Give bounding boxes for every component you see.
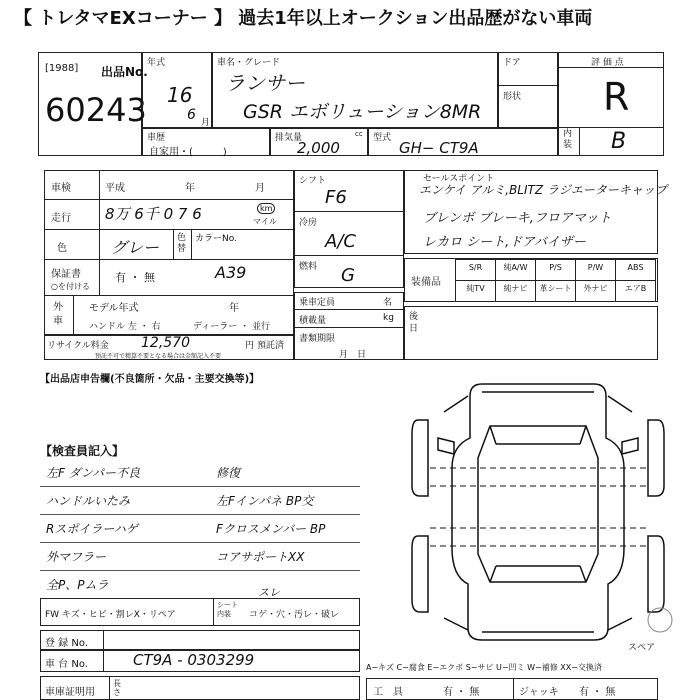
model-box	[368, 128, 558, 156]
shift-value: F6	[325, 187, 347, 208]
displacement-box	[270, 128, 368, 156]
lot-box	[38, 52, 148, 156]
equipment-option: エアB	[615, 280, 656, 302]
color-change-label: 色替	[177, 233, 187, 254]
equipment-option: ABS	[615, 259, 656, 281]
import-label: 外車	[53, 302, 63, 327]
fw-label: FW キズ・ヒビ・割レX・リペア	[45, 610, 176, 620]
inspector-notes	[40, 458, 360, 598]
handle-label: ハンドル 左 ・ 右	[89, 322, 161, 332]
lot-label: 出品No.	[101, 65, 148, 79]
equipment-option: 純A/W	[495, 259, 536, 281]
shift-box	[294, 170, 404, 288]
tools-row	[366, 678, 658, 700]
inspector-row	[40, 458, 360, 487]
recycle-unit: 円	[245, 341, 255, 351]
month-unit: 月	[201, 118, 211, 128]
year-box	[142, 52, 212, 128]
warranty-label: 保証書	[51, 269, 81, 280]
ac-label: 冷房	[299, 218, 318, 228]
model-value: GH− CT9A	[399, 139, 479, 157]
grade: GSR エボリューション8MR	[243, 101, 482, 123]
car-name-label: 車名・グレード	[217, 58, 281, 68]
door-box	[498, 52, 558, 128]
length-label: 長さ	[113, 679, 121, 697]
equipment-option: P/S	[535, 259, 576, 281]
inspector-note-right: Fクロスメンバー BP	[216, 522, 326, 536]
inspector-note-left: 外マフラー	[46, 550, 107, 564]
sales-line-2: ブレンボ ブレーキ,フロアマット	[423, 211, 612, 226]
equipment-grid	[455, 259, 657, 301]
inspector-note-right: 修復	[216, 466, 241, 480]
inspector-label: 【検査員記入】	[40, 444, 125, 458]
color-no-label: カラーNo.	[195, 234, 237, 244]
inspector-row	[40, 570, 360, 599]
details-box	[44, 170, 294, 360]
use-label: 車歴	[147, 133, 166, 143]
color-value: グレー	[111, 238, 160, 257]
use-value: 自家用・( )	[149, 147, 227, 158]
fw-row	[40, 598, 360, 626]
model-label: 型式	[373, 133, 392, 143]
equipment-option: P/W	[575, 259, 616, 281]
equipment-option: S/R	[455, 259, 496, 281]
equipment-label: 装備品	[411, 277, 441, 288]
inspector-row	[40, 486, 360, 515]
car-name: ランサー	[225, 71, 305, 95]
equipment-option: 純TV	[455, 280, 496, 302]
dealer-label: ディーラー ・ 並行	[193, 322, 271, 332]
mileage-unit-mile: マイル	[253, 217, 277, 226]
docs-label: 書類期限	[299, 334, 336, 344]
displacement-unit: cc	[355, 130, 363, 138]
rating-value: R	[603, 75, 630, 119]
inspection-month-unit: 月	[255, 183, 265, 194]
capacity-box	[294, 292, 404, 360]
seat-label: シート内装	[217, 601, 238, 618]
inspection-year-unit: 年	[185, 183, 195, 194]
shift-label: シフト	[299, 176, 327, 186]
tools-label: 工 具	[373, 687, 403, 698]
equipment-option: 外ナビ	[575, 280, 616, 302]
inspector-row	[40, 542, 360, 571]
reg-label: 登 録 No.	[45, 638, 88, 649]
inspector-row	[40, 514, 360, 543]
inspector-note-left: 全P、Pムラ	[46, 578, 109, 592]
docs-unit: 月 日	[339, 350, 367, 360]
model-year-label: モデル年式	[89, 303, 139, 314]
door-label: ドア	[503, 58, 521, 68]
inspector-note-right: 左Fインパネ BP交	[216, 494, 314, 508]
lot-number: 60243	[45, 91, 147, 129]
car-diagram	[410, 378, 666, 654]
car-name-box	[212, 52, 498, 128]
jack-options: 有 ・ 無	[579, 687, 616, 698]
warranty-note: ○を付ける	[51, 282, 90, 291]
interior-label: 内装	[563, 129, 573, 150]
capacity-unit: 名	[383, 298, 393, 308]
displacement-label: 排気量	[275, 133, 303, 143]
inspection-label: 車検	[51, 183, 71, 194]
inspection-era: 平成	[105, 183, 125, 194]
chassis-value: CT9A - 0303299	[133, 651, 255, 669]
year-label: 年式	[147, 58, 166, 68]
jack-label: ジャッキ	[519, 687, 559, 698]
mileage-unit-km: km	[257, 203, 275, 214]
ac-value: A/C	[325, 231, 356, 252]
inspector-note-right: コアサポートXX	[216, 550, 305, 564]
seat-options: コゲ・穴・汚レ・破レ	[249, 610, 340, 620]
inspector-note-left: ハンドルいたみ	[46, 494, 131, 508]
inspector-note-left: Rスポイラーハゲ	[46, 522, 138, 536]
reg-row	[40, 630, 360, 650]
damage-legend: A−キズ C−腐食 E−エクボ S−サビ U−凹ミ W−補修 XX−交換済	[366, 663, 602, 672]
interior-value: B	[611, 129, 627, 154]
rear-box	[404, 306, 658, 360]
color-label: 色	[57, 243, 67, 254]
equipment-box	[404, 258, 658, 302]
chassis-row	[40, 650, 360, 672]
capacity-label: 乗車定員	[299, 298, 336, 308]
displacement-value: 2,000	[297, 139, 340, 157]
sales-points-box	[404, 170, 667, 254]
rating-box	[558, 52, 664, 156]
year-value: 16	[167, 83, 193, 107]
equipment-option: 革シート	[535, 280, 576, 302]
month-value: 6	[187, 107, 196, 123]
sales-line-3: レカロ シート,ドアバイザー	[423, 235, 586, 250]
spare-label: スペア	[628, 643, 656, 653]
garage-label: 車庫証明用	[45, 687, 95, 698]
rear-label: 後日	[409, 312, 419, 334]
mileage-value: 8万 6千 0 7 6	[105, 205, 202, 223]
model-year-unit: 年	[229, 303, 239, 314]
inspector-note-left: 左F ダンパー不良	[46, 466, 140, 480]
recycle-box	[44, 334, 294, 360]
shape-label: 形状	[503, 92, 522, 102]
fuel-value: G	[341, 265, 355, 286]
rating-label: 評 価 点	[591, 58, 624, 68]
use-box	[142, 128, 270, 156]
chassis-label: 車 台 No.	[45, 659, 88, 670]
recycle-label: リサイクル料金	[47, 341, 109, 351]
mileage-label: 走行	[51, 213, 71, 224]
equipment-option: 純ナビ	[495, 280, 536, 302]
spare-tire-icon	[646, 606, 674, 634]
recycle-note: 預託不可で精算不要となる場合は金額記入不要	[95, 353, 222, 360]
notes-header: 【出品店申告欄(不良箇所・欠品・主要交換等)】	[40, 374, 260, 385]
color-no-value: A39	[215, 263, 247, 282]
load-unit: kg	[383, 313, 394, 323]
sales-line-1: エンケイ アルミ,BLITZ ラジエーターキャップ	[419, 183, 667, 197]
load-label: 積載量	[299, 316, 327, 326]
banner-title: 【 トレタマEXコーナー 】 過去1年以上オークション出品歴がない車両	[0, 0, 700, 32]
sales-points-label: セールスポイント	[423, 174, 495, 184]
warranty-options: 有 ・ 無	[115, 271, 155, 284]
fuel-label: 燃料	[299, 262, 318, 272]
recycle-deposited: 預託済	[257, 341, 285, 351]
lot-year: [1988]	[45, 63, 79, 74]
recycle-value: 12,570	[141, 335, 190, 351]
fw-handwritten: スレ	[258, 586, 280, 599]
garage-row	[40, 676, 360, 700]
tools-options: 有 ・ 無	[443, 687, 480, 698]
